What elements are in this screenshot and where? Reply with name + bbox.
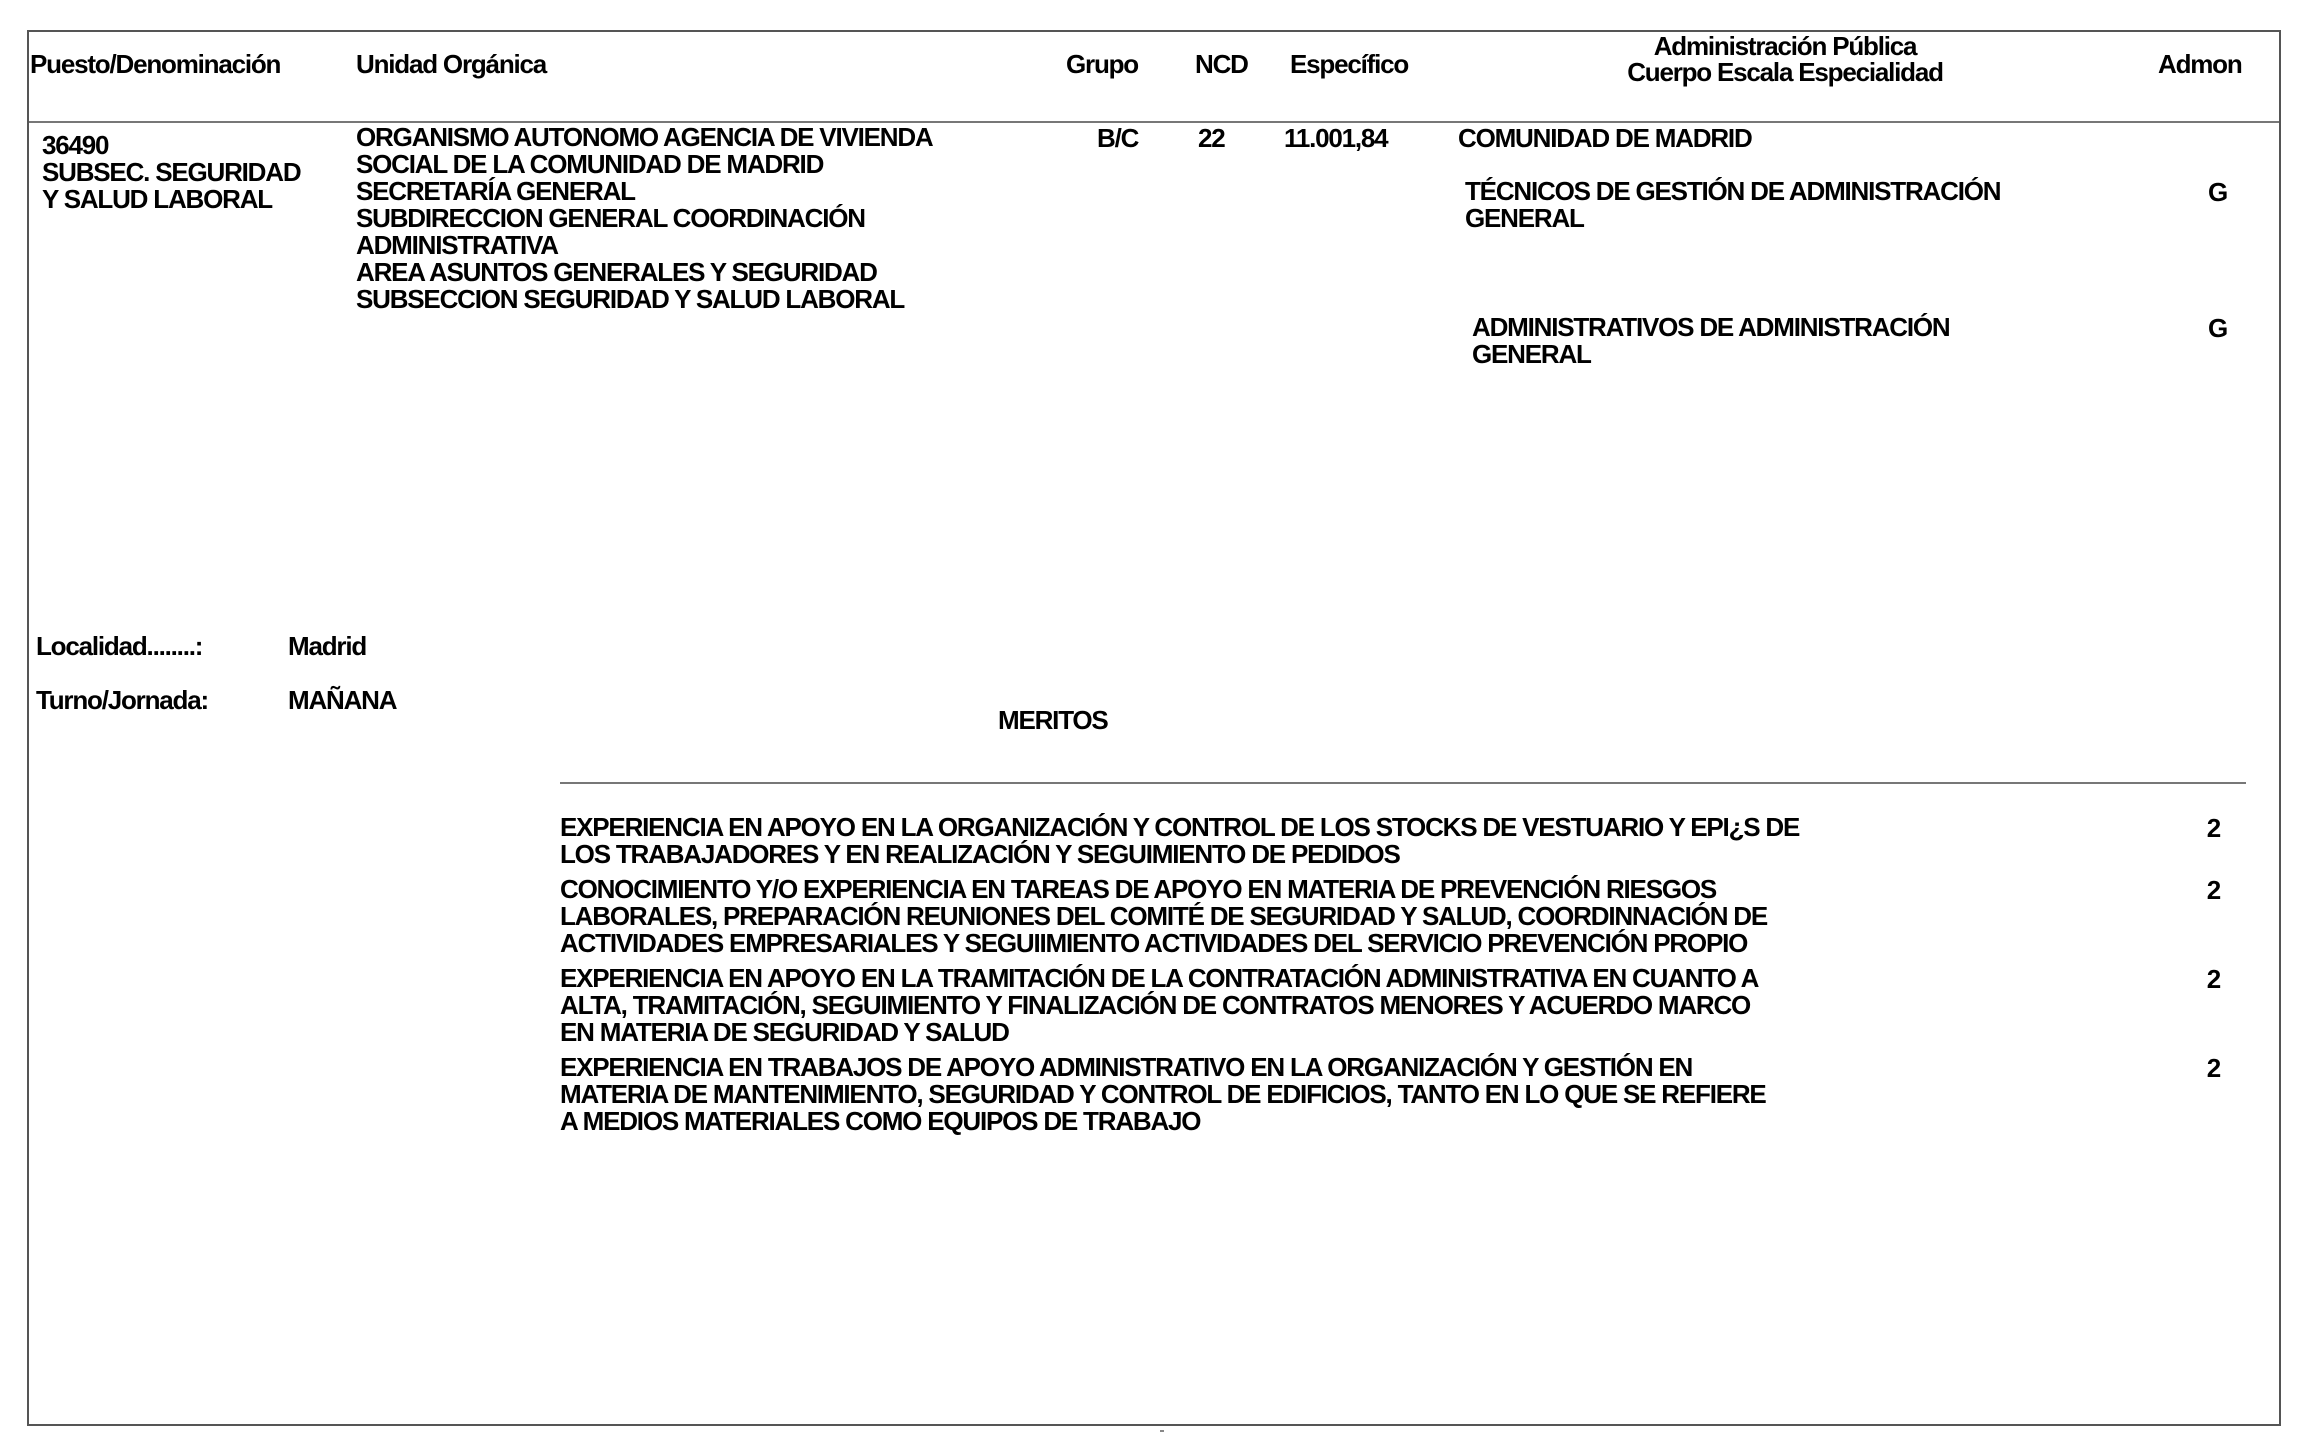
cuerpo-2 <box>1472 314 1950 368</box>
localidad-value: Madrid <box>288 631 367 661</box>
cuerpo-line: GENERAL <box>1472 339 1591 369</box>
header-administracion-1: Administración Pública <box>1653 31 1917 61</box>
merito-item <box>560 814 1799 868</box>
merito-points: 2 <box>2206 813 2220 843</box>
header-ncd: NCD <box>1195 49 1248 79</box>
merito-item <box>560 876 1767 957</box>
merito-line: EXPERIENCIA EN APOYO EN LA ORGANIZACIÓN Y CONTROL DE LOS STOCKS DE VESTUARIO Y EPI¿S DE <box>560 812 1800 842</box>
localidad-label: Localidad........: <box>36 631 203 661</box>
header-puesto: Puesto/Denominación <box>30 49 281 79</box>
merito-line: EXPERIENCIA EN APOYO EN LA TRAMITACIÓN DE LA CONTRATACIÓN ADMINISTRATIVA EN CUANTO A <box>560 963 1759 993</box>
merito-line: ALTA, TRAMITACIÓN, SEGUIMIENTO Y FINALIZACIÓN DE CONTRATOS MENORES Y ACUERDO MARCO <box>560 990 1751 1020</box>
turno-value: MAÑANA <box>288 685 397 715</box>
administracion-value: COMUNIDAD DE MADRID <box>1458 123 1752 153</box>
unidad-line: ORGANISMO AUTONOMO AGENCIA DE VIVIENDA <box>356 122 933 152</box>
header-grupo: Grupo <box>1066 49 1138 79</box>
merito-points: 2 <box>2206 1053 2220 1083</box>
cuerpo-line: ADMINISTRATIVOS DE ADMINISTRACIÓN <box>1472 312 1950 342</box>
header-administracion-2: Cuerpo Escala Especialidad <box>1627 57 1943 87</box>
unidad-organica <box>356 124 933 313</box>
ncd-value: 22 <box>1198 123 1225 153</box>
header-especifico: Específico <box>1290 49 1409 79</box>
merito-line: CONOCIMIENTO Y/O EXPERIENCIA EN TAREAS DE APOYO EN MATERIA DE PREVENCIÓN RIESGOS <box>560 874 1717 904</box>
grupo-value: B/C <box>1097 123 1139 153</box>
cuerpo-1-admon: G <box>2208 177 2228 207</box>
cuerpo-1 <box>1465 178 2000 232</box>
merito-item <box>560 1054 1766 1135</box>
unidad-line: ADMINISTRATIVA <box>356 230 558 260</box>
puesto-denominacion <box>42 132 300 213</box>
puesto-code: 36490 <box>42 130 109 160</box>
merito-points: 2 <box>2206 875 2220 905</box>
merito-line: LABORALES, PREPARACIÓN REUNIONES DEL COMITÉ DE SEGURIDAD Y SALUD, COORDINNACIÓN DE <box>560 901 1768 931</box>
merito-item <box>560 965 1758 1046</box>
especifico-value: 11.001,84 <box>1284 123 1388 153</box>
merito-line: ACTIVIDADES EMPRESARIALES Y SEGUIIMIENTO ACTIVIDADES DEL SERVICIO PREVENCIÓN PROPIO <box>560 928 1748 958</box>
merito-line: A MEDIOS MATERIALES COMO EQUIPOS DE TRABAJO <box>560 1106 1201 1136</box>
merito-line: MATERIA DE MANTENIMIENTO, SEGURIDAD Y CONTROL DE EDIFICIOS, TANTO EN LO QUE SE REFIERE <box>560 1079 1766 1109</box>
unidad-line: SUBSECCION SEGURIDAD Y SALUD LABORAL <box>356 284 905 314</box>
merito-line: LOS TRABAJADORES Y EN REALIZACIÓN Y SEGUIMIENTO DE PEDIDOS <box>560 839 1400 869</box>
cuerpo-line: GENERAL <box>1465 203 1584 233</box>
page-mark <box>1160 1430 1164 1432</box>
header-unidad: Unidad Orgánica <box>356 49 547 79</box>
meritos-title: MERITOS <box>998 705 1108 735</box>
merito-line: EN MATERIA DE SEGURIDAD Y SALUD <box>560 1017 1009 1047</box>
cuerpo-2-admon: G <box>2208 313 2228 343</box>
unidad-line: SUBDIRECCION GENERAL COORDINACIÓN <box>356 203 865 233</box>
denominacion-line: Y SALUD LABORAL <box>42 184 272 214</box>
turno-label: Turno/Jornada: <box>36 685 208 715</box>
cuerpo-line: TÉCNICOS DE GESTIÓN DE ADMINISTRACIÓN <box>1465 176 2001 206</box>
merito-line: EXPERIENCIA EN TRABAJOS DE APOYO ADMINISTRATIVO EN LA ORGANIZACIÓN Y GESTIÓN EN <box>560 1052 1693 1082</box>
denominacion-line: SUBSEC. SEGURIDAD <box>42 157 301 187</box>
unidad-line: SECRETARÍA GENERAL <box>356 176 635 206</box>
unidad-line: AREA ASUNTOS GENERALES Y SEGURIDAD <box>356 257 877 287</box>
unidad-line: SOCIAL DE LA COMUNIDAD DE MADRID <box>356 149 824 179</box>
meritos-divider <box>560 782 2246 784</box>
merito-points: 2 <box>2206 964 2220 994</box>
header-admon: Admon <box>2158 49 2242 79</box>
